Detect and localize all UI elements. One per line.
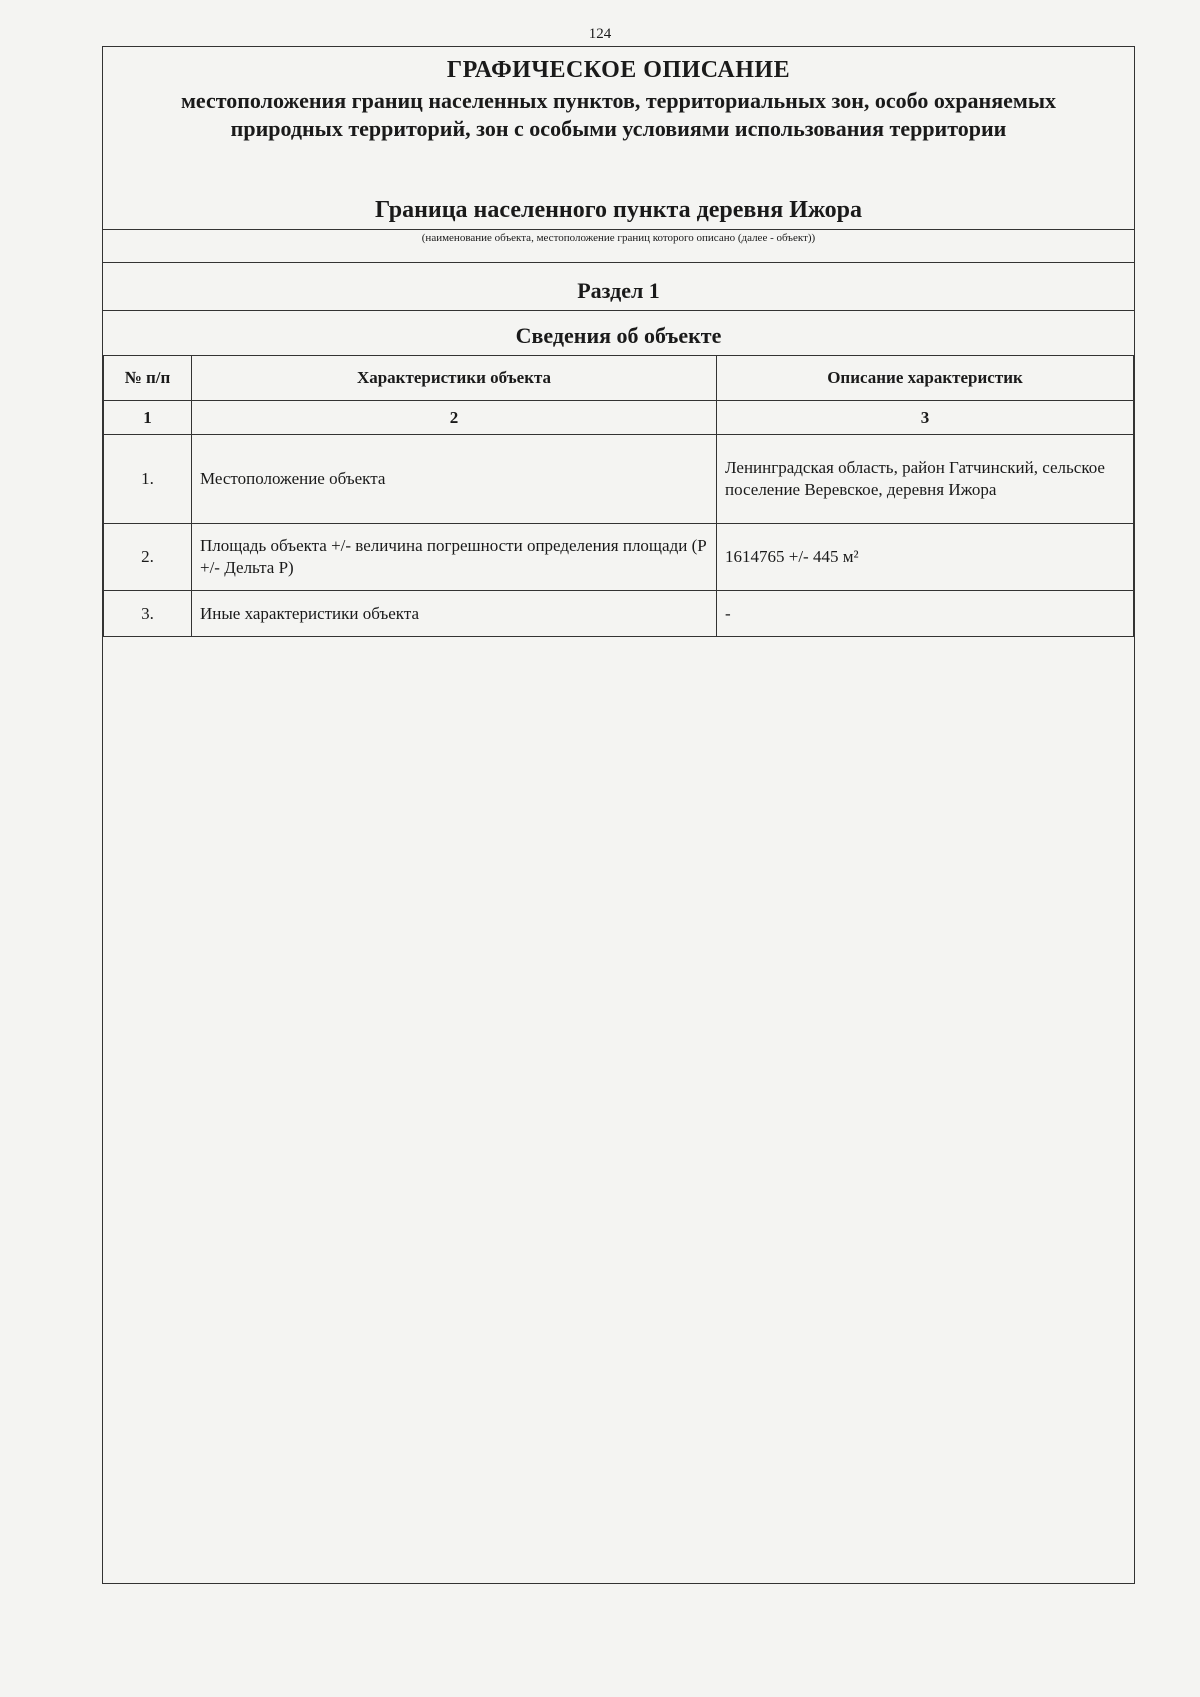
divider (103, 310, 1134, 311)
row-description: 1614765 +/- 445 м² (717, 524, 1134, 591)
object-caption: (наименование объекта, местоположение границ которого описано (далее - объект)) (421, 232, 816, 244)
column-number: 2 (192, 401, 717, 435)
row-characteristic: Местоположение объекта (192, 435, 717, 524)
document-title: ГРАФИЧЕСКОЕ ОПИСАНИЕ (446, 57, 791, 83)
document-subtitle: местоположения границ населенных пунктов, территориальных зон, особо охраняемых природных территорий, зон с особыми условиями использования территории (180, 88, 1057, 141)
object-name: Граница населенного пункта деревня Ижора (374, 197, 863, 223)
row-number: 1. (104, 435, 192, 524)
table-row (104, 435, 1134, 524)
divider (103, 229, 1134, 230)
table-row (104, 524, 1134, 591)
info-title: Сведения об объекте (515, 323, 722, 348)
table-header-row (104, 356, 1134, 401)
column-number-row (104, 401, 1134, 435)
section-title: Раздел 1 (577, 278, 660, 303)
table-row (104, 591, 1134, 637)
row-characteristic: Иные характеристики объекта (192, 591, 717, 637)
header-cell-number: № п/п (104, 356, 192, 401)
header-cell-characteristic: Характеристики объекта (192, 356, 717, 401)
divider (103, 262, 1134, 263)
object-info-table (103, 355, 1134, 637)
row-number: 3. (104, 591, 192, 637)
page-number: 124 (588, 26, 612, 42)
header-cell-description: Описание характеристик (717, 356, 1134, 401)
row-description: - (717, 591, 1134, 637)
row-number: 2. (104, 524, 192, 591)
column-number: 3 (717, 401, 1134, 435)
row-description: Ленинградская область, район Гатчинский, сельское поселение Веревское, деревня Ижора (717, 435, 1134, 524)
column-number: 1 (104, 401, 192, 435)
document-frame (102, 46, 1135, 1584)
row-characteristic: Площадь объекта +/- величина погрешности определения площади (P +/- Дельта P) (192, 524, 717, 591)
